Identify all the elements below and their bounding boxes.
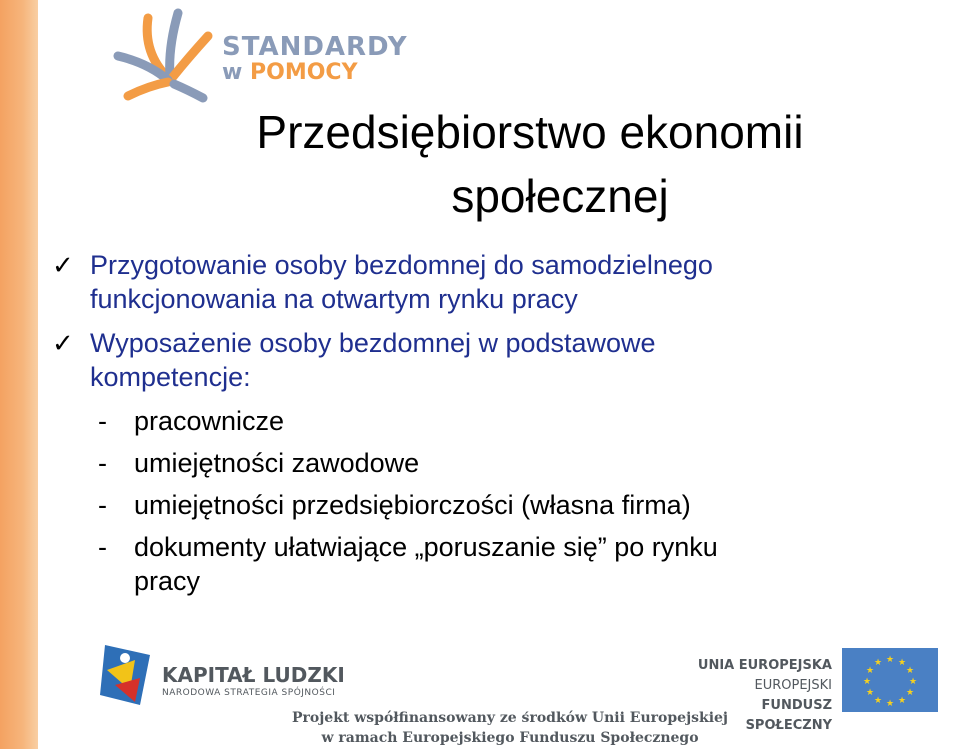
svg-text:★: ★ <box>865 666 875 676</box>
logo-w: w <box>222 60 243 85</box>
eu-line: FUNDUSZ SPOŁECZNY <box>745 698 832 733</box>
list-item <box>98 446 918 480</box>
list-item <box>98 488 918 522</box>
dash-marker: - <box>98 406 107 436</box>
dash-marker: - <box>98 448 107 478</box>
svg-text:★: ★ <box>862 677 872 687</box>
svg-text:★: ★ <box>897 658 907 668</box>
svg-text:★: ★ <box>885 655 895 665</box>
svg-text:★: ★ <box>908 677 918 687</box>
eu-line: EUROPEJSKI <box>754 678 832 693</box>
svg-text:★: ★ <box>885 699 895 709</box>
svg-text:★: ★ <box>905 688 915 698</box>
slide-title-line1: Przedsiębiorstwo ekonomii <box>256 106 804 158</box>
logo-title: STANDARDY <box>222 32 408 62</box>
list-item <box>98 404 918 438</box>
logo-pomocy: POMOCY <box>250 60 358 85</box>
dash-marker: - <box>98 532 107 562</box>
svg-text:★: ★ <box>905 666 915 676</box>
svg-text:★: ★ <box>873 658 883 668</box>
slide-title <box>150 100 910 228</box>
bullet-item <box>50 326 930 394</box>
eu-line: UNIA EUROPEJSKA <box>697 658 832 673</box>
logo-subtitle <box>222 60 358 85</box>
project-line: w ramach Europejskiego Funduszu Społecznego <box>321 730 699 746</box>
list-item <box>98 530 918 598</box>
left-decorative-stripe <box>0 0 38 749</box>
list-item-text: pracy <box>134 566 201 596</box>
project-line: Projekt współfinansowany ze środków Unii Europejskiej <box>291 710 729 726</box>
kapital-ludzki-title: KAPITAŁ LUDZKI <box>162 663 345 687</box>
bullet-line: Przygotowanie osoby bezdomnej do samodzielnego <box>90 250 713 280</box>
list-item-text: umiejętności przedsiębiorczości (własna firma) <box>134 490 691 520</box>
project-funding-note <box>200 708 820 748</box>
svg-text:★: ★ <box>865 688 875 698</box>
bullet-line: kompetencje: <box>90 362 251 392</box>
kapital-ludzki-subtitle: NARODOWA STRATEGIA SPÓJNOŚCI <box>162 688 336 698</box>
svg-text:★: ★ <box>897 696 907 706</box>
check-icon: ✓ <box>52 328 74 358</box>
list-item-text: pracownicze <box>134 406 285 436</box>
list-item-text: umiejętności zawodowe <box>134 448 420 478</box>
list-item-text: dokumenty ułatwiające „poruszanie się” po rynku <box>134 532 718 562</box>
check-icon: ✓ <box>52 250 74 280</box>
slide-title-line2: społecznej <box>451 170 669 222</box>
bullet-line: funkcjonowania na otwartym rynku pracy <box>90 284 578 314</box>
eu-flag-icon <box>842 648 938 712</box>
competence-list <box>98 404 918 606</box>
svg-text:★: ★ <box>873 696 883 706</box>
bullet-line: Wyposażenie osoby bezdomnej w podstawowe <box>90 328 656 358</box>
dash-marker: - <box>98 490 107 520</box>
bullet-item <box>50 248 930 316</box>
bullet-list <box>50 248 930 394</box>
